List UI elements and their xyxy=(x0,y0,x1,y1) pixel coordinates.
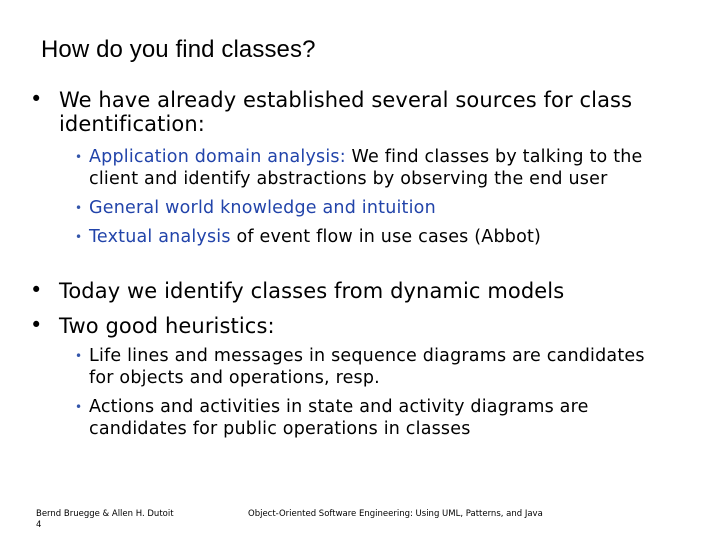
bullet-item xyxy=(30,314,670,338)
subbullet-item xyxy=(75,197,675,219)
bullet-item xyxy=(30,88,670,136)
footer-authors-text: Bernd Bruegge & Allen H. Dutoit xyxy=(36,509,174,519)
bullet-text: Today we identify classes from dynamic models xyxy=(59,279,565,303)
bullet-text: We have already established several sources for class identification: xyxy=(59,88,633,136)
bullet-dot-icon: • xyxy=(75,349,83,363)
bullet-dot-icon: • xyxy=(30,87,43,111)
slide-title: How do you find classes? xyxy=(41,36,316,63)
bullet-dot-icon: • xyxy=(75,150,83,164)
footer-page-number: 4 xyxy=(36,520,42,530)
subbullet-list-bottom xyxy=(75,345,665,447)
bullet-dot-icon: • xyxy=(75,201,83,215)
bullet-item xyxy=(30,279,670,303)
bullet-dot-icon: • xyxy=(30,313,43,337)
subbullet-item xyxy=(75,146,675,190)
bullet-list-top xyxy=(30,88,670,145)
bullet-list-mid xyxy=(30,279,670,347)
subbullet-text: We find classes by talking to the client and identify abstractions by observing the end user xyxy=(89,147,643,189)
subbullet-highlight: Application domain analysis: xyxy=(89,147,346,167)
subbullet-item xyxy=(75,226,675,248)
footer-authors xyxy=(36,509,174,531)
bullet-text: Two good heuristics: xyxy=(59,314,275,338)
subbullet-item xyxy=(75,345,665,389)
subbullet-list-top xyxy=(75,146,675,255)
subbullet-text: Actions and activities in state and activity diagrams are candidates for public operations in classes xyxy=(89,397,589,439)
footer-book-title: Object-Oriented Software Engineering: Using UML, Patterns, and Java xyxy=(248,509,543,519)
subbullet-item xyxy=(75,396,665,440)
bullet-dot-icon: • xyxy=(75,400,83,414)
subbullet-highlight: General world knowledge and intuition xyxy=(89,198,436,218)
subbullet-text: Life lines and messages in sequence diagrams are candidates for objects and operations, resp. xyxy=(89,346,645,388)
subbullet-text: of event flow in use cases (Abbot) xyxy=(230,227,542,247)
bullet-dot-icon: • xyxy=(75,230,83,244)
bullet-dot-icon: • xyxy=(30,278,43,302)
subbullet-highlight: Textual analysis xyxy=(89,227,231,247)
